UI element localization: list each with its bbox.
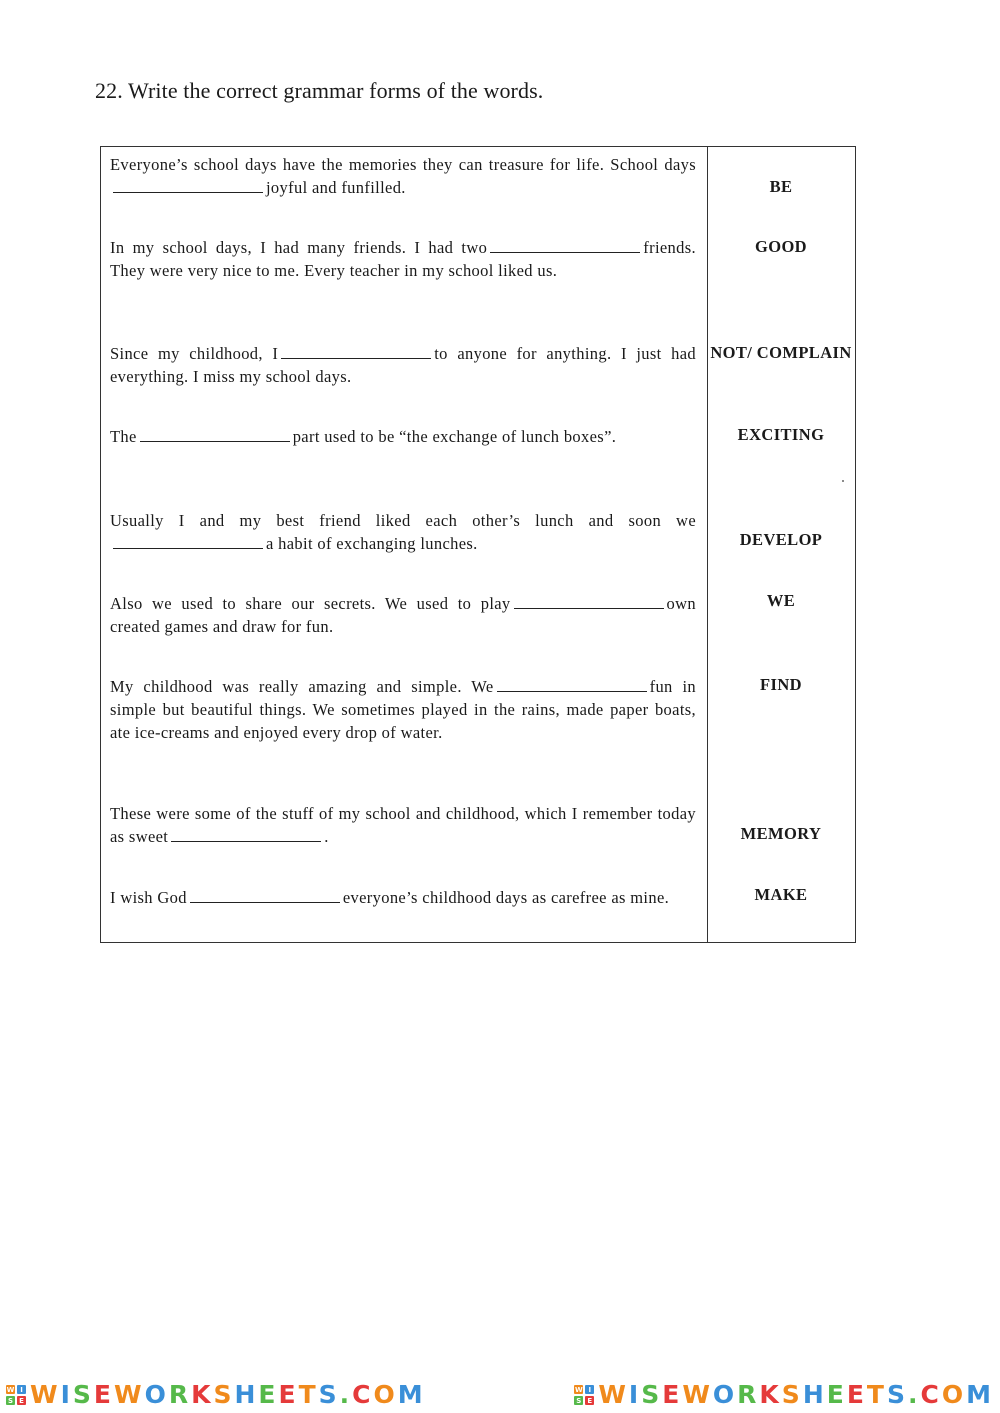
prompt-word-8: MEMORY [740,824,822,843]
sentence-text: Also we used to share our secrets. We used to play [110,594,511,613]
prompt-word-6: WE [766,591,796,610]
sentence-text: to anyone for anything. I just had everything. I miss my school days. [110,344,696,386]
sentence-6 [110,592,696,638]
sentence-5 [110,509,696,555]
sentence-text: In my school days, I had many friends. I had two [110,238,488,257]
brand-text: WISEWORKSHEETS.COM [598,1380,994,1409]
sentence-text: My childhood was really amazing and simple. We [110,677,494,696]
stray-dot [842,480,844,482]
sentence-text: part used to be “the exchange of lunch boxes”. [292,427,617,446]
brand-watermark [574,1380,994,1410]
sentence-text: everyone’s childhood days as carefree as mine. [342,888,670,907]
exercise-table [100,146,856,943]
sentence-8 [110,802,696,848]
prompt-word-2: GOOD [754,237,808,256]
sentence-4 [110,425,696,448]
answer-blank-6[interactable] [514,594,664,609]
sentence-7 [110,675,696,744]
answer-blank-2[interactable] [490,238,640,253]
sentence-1 [110,153,696,199]
sentence-3 [110,342,696,388]
sentence-text: friends. They were very nice to me. Every teacher in my school liked us. [110,238,696,280]
sentence-text: own created games and draw for fun. [110,594,696,636]
sentence-text: joyful and funfilled. [266,178,406,197]
prompt-word-5: DEVELOP [739,530,823,549]
brand-logo-icon: W I S E [574,1385,594,1405]
sentence-text: The [110,427,137,446]
sentence-text: I wish God [110,888,187,907]
brand-text: WISEWORKSHEETS.COM [30,1380,426,1409]
brand-logo-icon: W I S E [6,1385,26,1405]
sentence-text: . [324,827,329,846]
sentence-text: These were some of the stuff of my school and childhood, which I remember today as sweet [110,804,696,846]
answer-blank-3[interactable] [281,344,431,359]
prompt-word-9: MAKE [754,885,808,904]
prompt-word-1: BE [769,177,793,196]
answer-blank-4[interactable] [140,427,290,442]
answer-blank-8[interactable] [171,827,321,842]
prompt-word-7: FIND [760,675,802,694]
brand-watermark [6,1380,426,1410]
exercise-title: 22. Write the correct grammar forms of the words. [95,78,544,103]
sentence-text: fun in simple but beautiful things. We sometimes played in the rains, made paper boats, ate ice-creams and enjoyed every drop of water. [110,677,696,742]
answer-blank-7[interactable] [497,677,647,692]
answer-blank-1[interactable] [113,178,263,193]
answer-blank-5[interactable] [113,534,263,549]
sentence-text: a habit of exchanging lunches. [266,534,478,553]
sentence-2 [110,236,696,282]
sentence-9 [110,886,696,909]
prompt-word-4: EXCITING [737,425,825,444]
answer-blank-9[interactable] [190,888,340,903]
sentence-text: Since my childhood, I [110,344,279,363]
footer-watermark [0,1377,1000,1413]
prompt-word-3: NOT/ COMPLAIN [710,343,852,362]
sentence-text: Usually I and my best friend liked each other’s lunch and soon we [110,511,696,530]
sentence-text: Everyone’s school days have the memories they can treasure for life. School days [110,155,696,174]
